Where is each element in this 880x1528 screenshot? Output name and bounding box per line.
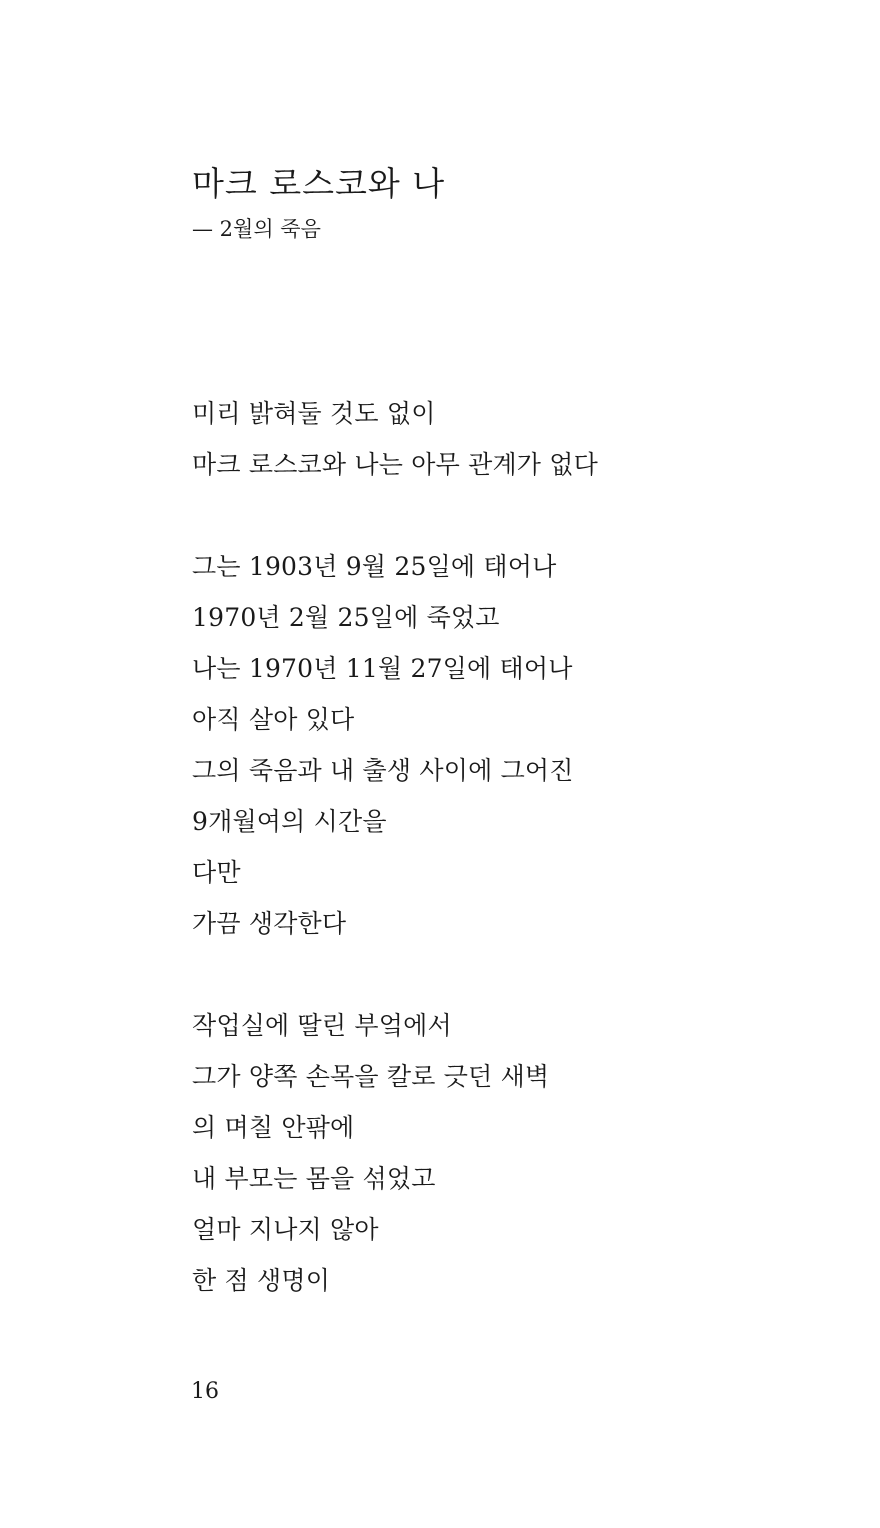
- poem-line: 아직 살아 있다: [192, 705, 355, 734]
- poem-line: 의 며칠 안팎에: [192, 1113, 355, 1142]
- poem-line: 그가 양쪽 손목을 칼로 긋던 새벽: [192, 1062, 550, 1091]
- poem-line: 미리 밝혀둘 것도 없이: [192, 399, 436, 428]
- stanza-3: [192, 1000, 598, 1306]
- poem-line: 9개월여의 시간을: [192, 807, 387, 836]
- stanza-2: [192, 541, 598, 949]
- poem-line: 작업실에 딸린 부엌에서: [192, 1011, 452, 1040]
- poem-body: [192, 388, 598, 1357]
- page-number: 16: [191, 1379, 219, 1404]
- poem-subtitle: — 2월의 죽음: [192, 217, 321, 241]
- poem-line: 그는 1903년 9월 25일에 태어나: [192, 552, 557, 581]
- poem-line: 나는 1970년 11월 27일에 태어나: [192, 654, 573, 683]
- stanza-1: [192, 388, 598, 490]
- poem-line: 가끔 생각한다: [192, 909, 347, 938]
- poem-line: 그의 죽음과 내 출생 사이에 그어진: [192, 756, 574, 785]
- poem-line: 마크 로스코와 나는 아무 관계가 없다: [192, 450, 598, 479]
- poem-line: 1970년 2월 25일에 죽었고: [192, 603, 500, 632]
- poem-title: 마크 로스코와 나: [192, 164, 446, 203]
- poem-line: 얼마 지나지 않아: [192, 1215, 379, 1244]
- poem-line: 내 부모는 몸을 섞었고: [192, 1164, 436, 1193]
- poem-line: 한 점 생명이: [192, 1266, 331, 1295]
- poem-line: 다만: [192, 858, 241, 887]
